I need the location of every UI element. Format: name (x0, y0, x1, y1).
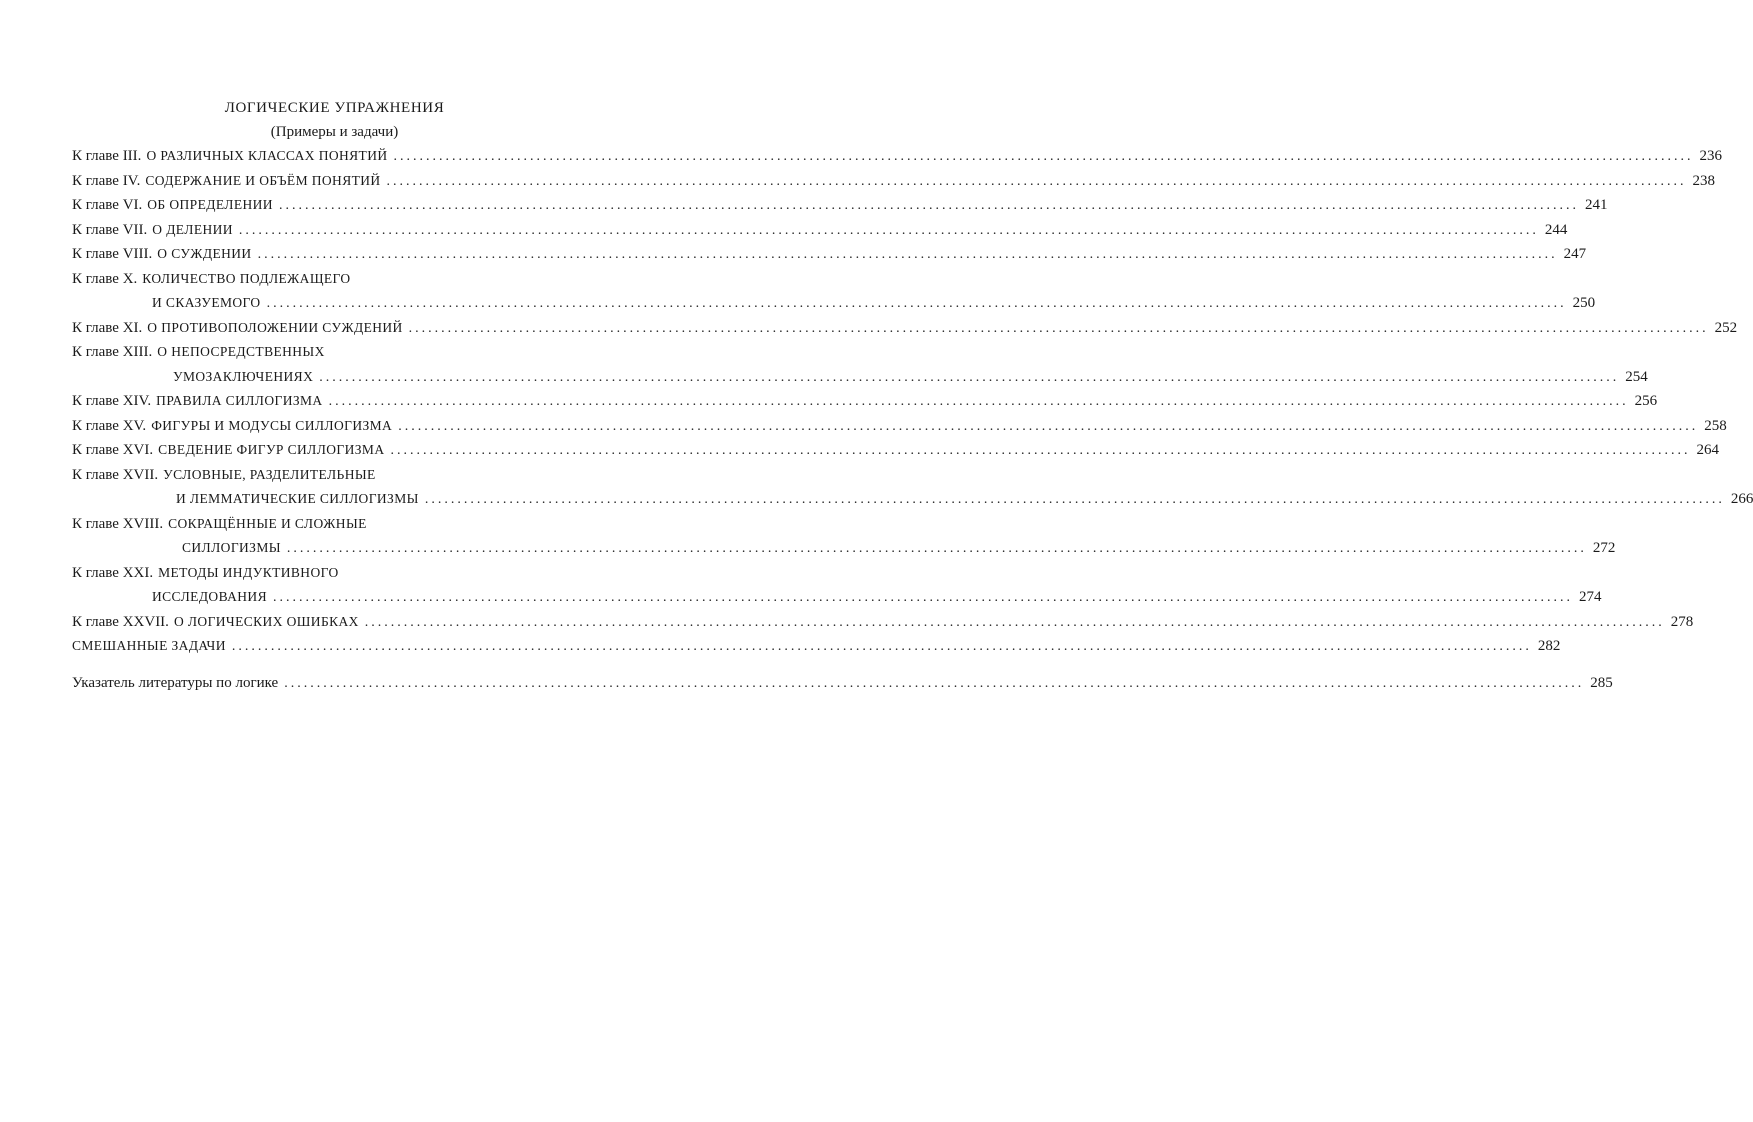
chapter-reference: К главе XIII. (72, 344, 153, 360)
entry-title: ПРАВИЛА СИЛЛОГИЗМА (156, 393, 323, 408)
dot-leader: ........................................................................................................................................................................................................ (266, 296, 1567, 311)
page-number: 282 (1537, 638, 1561, 654)
toc-entry[interactable] (72, 218, 1568, 243)
chapter-reference: К главе XVIII. (72, 515, 164, 532)
toc-entry[interactable] (72, 634, 1561, 659)
chapter-reference: К главе VIII. (72, 246, 153, 262)
entry-title: УСЛОВНЫЕ, РАЗДЕЛИТЕЛЬНЫЕ (163, 466, 376, 482)
page-number: 285 (1590, 674, 1613, 691)
entry-title: МЕТОДЫ ИНДУКТИВНОГО (158, 564, 339, 580)
entry-title: КОЛИЧЕСТВО ПОДЛЕЖАЩЕГО (142, 270, 351, 286)
dot-leader: ........................................................................................................................................................................................................ (273, 590, 1573, 605)
dot-leader: ........................................................................................................................................................................................................ (386, 173, 1687, 189)
toc-entry[interactable] (72, 438, 1719, 463)
page-number: 252 (1714, 319, 1738, 336)
dot-leader: ........................................................................................................................................................................................................ (408, 320, 1709, 336)
page-number: 266 (1730, 491, 1753, 507)
page-number: 236 (1699, 148, 1722, 164)
page-number: 256 (1634, 393, 1658, 409)
page-number: 241 (1584, 197, 1608, 213)
spacer (72, 659, 597, 671)
dot-leader: ........................................................................................................................................................................................................ (286, 541, 1587, 556)
section-title: ЛОГИЧЕСКИЕ УПРАЖНЕНИЯ (224, 100, 445, 116)
toc-entry[interactable] (72, 512, 1616, 561)
toc-entry[interactable] (72, 389, 1658, 414)
page-number: 247 (1563, 246, 1587, 262)
dot-leader: ........................................................................................................................................................................................................ (424, 492, 1725, 507)
toc-entry[interactable] (72, 316, 1738, 341)
chapter-reference: К главе III. (72, 148, 142, 164)
entry-title: СВЕДЕНИЕ ФИГУР СИЛЛОГИЗМА (158, 442, 385, 457)
entry-title: И ЛЕММАТИЧЕСКИЕ СИЛЛОГИЗМЫ (176, 491, 419, 506)
entry-title: СИЛЛОГИЗМЫ (182, 540, 281, 555)
entry-title: ИССЛЕДОВАНИЯ (152, 589, 267, 604)
toc-entry[interactable] (72, 463, 1753, 512)
entry-title: О ДЕЛЕНИИ (152, 221, 233, 237)
entry-title: СМЕШАННЫЕ ЗАДАЧИ (72, 638, 226, 653)
entry-title: ОБ ОПРЕДЕЛЕНИИ (147, 197, 273, 212)
entry-title: О ЛОГИЧЕСКИХ ОШИБКАХ (173, 613, 359, 629)
page-number: 254 (1625, 368, 1648, 385)
dot-leader: ........................................................................................................................................................................................................ (257, 247, 1558, 262)
chapter-reference: К главе XIV. (72, 393, 152, 409)
page-number: 250 (1572, 295, 1596, 311)
dot-leader: ........................................................................................................................................................................................................ (319, 369, 1620, 385)
page-number: 264 (1696, 442, 1719, 458)
dot-leader: ........................................................................................................................................................................................................ (231, 639, 1532, 654)
entry-title: УМОЗАКЛЮЧЕНИЯХ (173, 368, 314, 384)
toc-entry[interactable] (72, 193, 1608, 218)
page-number: 244 (1544, 221, 1568, 238)
entry-title: О СУЖДЕНИИ (157, 246, 252, 261)
toc-entry[interactable] (72, 144, 1722, 169)
bibliography-label: Указатель литературы по логике (72, 674, 279, 691)
entry-title: О ПРОТИВОПОЛОЖЕНИИ СУЖДЕНИЙ (147, 319, 403, 335)
dot-leader: ........................................................................................................................................................................................................ (278, 198, 1579, 213)
dot-leader: ........................................................................................................................................................................................................ (390, 443, 1691, 458)
section-subtitle: (Примеры и задачи) (270, 124, 399, 140)
toc-entry[interactable] (72, 169, 1716, 194)
chapter-reference: К главе XI. (72, 319, 143, 336)
chapter-reference: К главе XVI. (72, 442, 154, 458)
chapter-reference: К главе XV. (72, 417, 147, 434)
toc-entry[interactable] (72, 242, 1587, 267)
toc-entry[interactable] (72, 414, 1727, 439)
chapter-reference: К главе XXVII. (72, 613, 169, 630)
dot-leader: ........................................................................................................................................................................................................ (398, 418, 1699, 434)
page-number: 274 (1579, 589, 1602, 605)
dot-leader: ........................................................................................................................................................................................................ (393, 149, 1694, 164)
toc-entries (72, 144, 1753, 659)
chapter-reference: К главе XXI. (72, 564, 154, 581)
table-of-contents (72, 96, 1753, 695)
toc-entry-bibliography[interactable] (72, 671, 1613, 696)
entry-title: ФИГУРЫ И МОДУСЫ СИЛЛОГИЗМА (151, 417, 393, 433)
dot-leader: ........................................................................................................................................................................................................ (284, 675, 1585, 691)
chapter-reference: К главе X. (72, 270, 138, 287)
page-number: 238 (1692, 172, 1716, 189)
chapter-reference: К главе VI. (72, 197, 143, 213)
page-number: 258 (1704, 417, 1727, 434)
dot-leader: ........................................................................................................................................................................................................ (328, 394, 1629, 409)
toc-entry[interactable] (72, 610, 1694, 635)
toc-entry[interactable] (72, 561, 1602, 610)
toc-entry[interactable] (72, 340, 1648, 389)
chapter-reference: К главе IV. (72, 172, 141, 189)
entry-title: И СКАЗУЕМОГО (152, 295, 261, 310)
page-number: 272 (1592, 540, 1616, 556)
chapter-reference: К главе VII. (72, 221, 148, 238)
entry-title: О РАЗЛИЧНЫХ КЛАССАХ ПОНЯТИЙ (146, 148, 388, 163)
chapter-reference: К главе XVII. (72, 466, 159, 483)
entry-title: СОДЕРЖАНИЕ И ОБЪЁМ ПОНЯТИЙ (145, 172, 381, 188)
page-number: 278 (1670, 613, 1694, 630)
toc-entry[interactable] (72, 267, 1596, 316)
entry-title: СОКРАЩЁННЫЕ И СЛОЖНЫЕ (168, 515, 367, 531)
entry-title: О НЕПОСРЕДСТВЕННЫХ (157, 344, 325, 359)
dot-leader: ........................................................................................................................................................................................................ (364, 614, 1665, 630)
dot-leader: ........................................................................................................................................................................................................ (238, 222, 1539, 238)
